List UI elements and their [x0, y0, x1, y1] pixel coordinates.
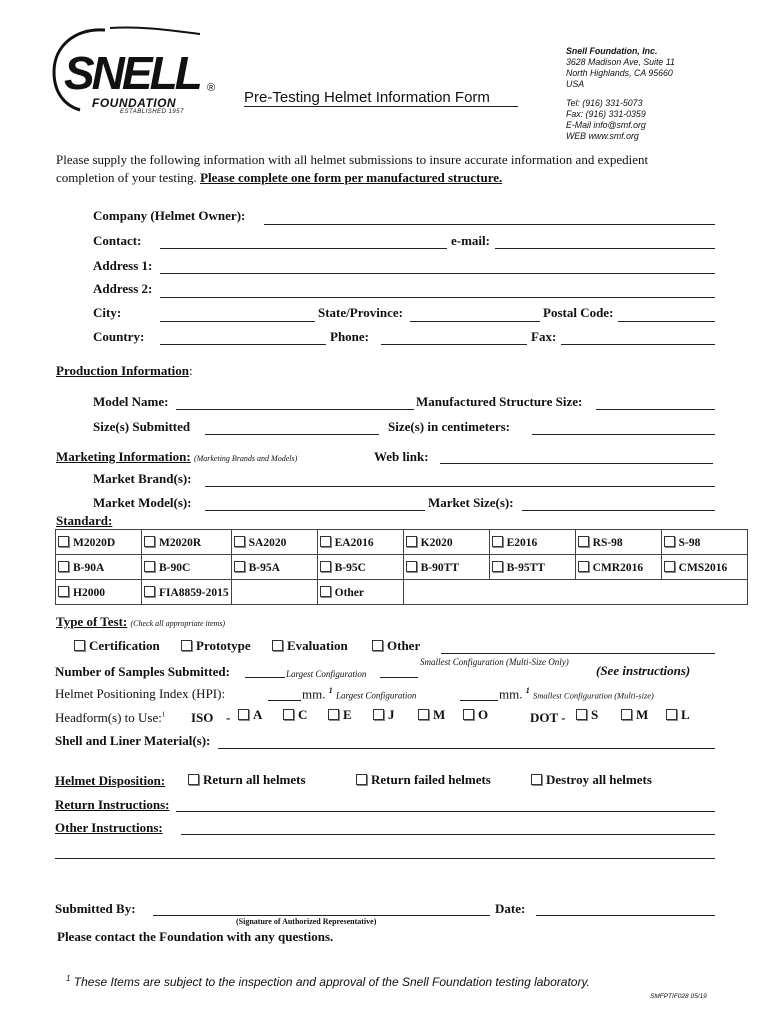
city-label: City:: [93, 305, 122, 320]
hpi-mm-unit: mm.: [302, 686, 326, 702]
other-instructions-input-2[interactable]: [55, 858, 715, 859]
dot-m[interactable]: M: [621, 707, 648, 723]
email: E-Mail info@smf.org: [566, 120, 646, 130]
std-other-fill[interactable]: [403, 580, 747, 605]
standard-table: [55, 529, 748, 605]
headform-text: Headform(s) to Use:: [55, 710, 162, 725]
iso-o[interactable]: O: [463, 707, 488, 723]
fax: Fax: (916) 331-0359: [566, 109, 646, 119]
market-model-input[interactable]: [205, 510, 425, 511]
checkbox-icon[interactable]: [144, 586, 155, 597]
company-label: Company (Helmet Owner):: [93, 208, 246, 223]
disp-destroy[interactable]: Destroy all helmets: [531, 772, 652, 788]
logo-name: SNELL: [64, 47, 200, 99]
iso-m[interactable]: M: [418, 707, 445, 723]
hpi-smallest-caption: Smallest Configuration (Multi-size): [532, 690, 654, 701]
checkbox-icon[interactable]: [578, 536, 589, 547]
city-line: North Highlands, CA 95660: [566, 68, 673, 78]
standard-row: [56, 580, 748, 605]
footnote-sup: 1: [66, 974, 71, 983]
disp-return-failed[interactable]: Return failed helmets: [356, 772, 491, 788]
std-m2020r[interactable]: M2020R: [142, 530, 232, 555]
checkbox-icon[interactable]: [320, 586, 331, 597]
checkbox-icon[interactable]: [373, 709, 384, 720]
address2-label: Address 2:: [93, 281, 153, 296]
std-empty: [231, 580, 317, 605]
checkbox-icon[interactable]: [320, 536, 331, 547]
address1-input[interactable]: [160, 273, 715, 274]
checkbox-icon[interactable]: [58, 536, 69, 547]
company-input[interactable]: [264, 224, 715, 225]
hpi-smallest-input[interactable]: [460, 700, 498, 701]
checkbox-icon[interactable]: [272, 640, 283, 651]
checkbox-icon[interactable]: [492, 561, 503, 572]
country-label: Country:: [93, 329, 145, 344]
std-b95tt[interactable]: B-95TT: [489, 555, 575, 580]
city-input[interactable]: [160, 321, 315, 322]
checkbox-icon[interactable]: [58, 561, 69, 572]
checkbox-icon[interactable]: [576, 709, 587, 720]
checkbox-icon[interactable]: [621, 709, 632, 720]
address1-label: Address 1:: [93, 258, 153, 273]
checkbox-icon[interactable]: [234, 536, 245, 547]
market-model-label: Market Model(s):: [93, 495, 192, 510]
checkbox-icon[interactable]: [181, 640, 192, 651]
std-s98[interactable]: S-98: [661, 530, 747, 555]
samples-smallest-caption: Smallest Configuration (Multi-Size Only): [420, 657, 569, 667]
model-name-label: Model Name:: [93, 394, 169, 409]
fax-input[interactable]: [561, 344, 715, 345]
logo-registered: ®: [207, 82, 216, 94]
checkbox-icon[interactable]: [320, 561, 331, 572]
email-input[interactable]: [495, 248, 715, 249]
hpi-smallest-sup: 1: [525, 686, 530, 695]
date-input[interactable]: [536, 915, 715, 916]
hpi-label: Helmet Positioning Index (HPI):: [55, 686, 226, 701]
test-heading: [56, 614, 225, 630]
country-input[interactable]: [160, 344, 326, 345]
web: WEB www.smf.org: [566, 131, 639, 141]
std-b95c[interactable]: B-95C: [317, 555, 403, 580]
iso-dash: -: [226, 710, 231, 725]
std-b90tt[interactable]: B-90TT: [403, 555, 489, 580]
samples-largest-caption: Largest Configuration: [286, 669, 367, 679]
snell-logo: [50, 24, 225, 116]
sizes-input[interactable]: [205, 434, 379, 435]
checkbox-icon[interactable]: [406, 536, 417, 547]
sizes-cm-input[interactable]: [532, 434, 715, 435]
checkbox-icon[interactable]: [356, 774, 367, 785]
country-line: USA: [566, 79, 585, 89]
iso-j[interactable]: J: [373, 707, 395, 723]
dot-s[interactable]: S: [576, 707, 598, 723]
hpi-largest: [302, 686, 416, 702]
headform-sup: 1: [161, 710, 166, 719]
samples-label: Number of Samples Submitted:: [55, 664, 230, 679]
test-other-input[interactable]: [441, 653, 715, 654]
see-instructions: (See instructions): [596, 663, 691, 678]
phone-input[interactable]: [381, 344, 527, 345]
hpi-smallest-mm-unit: mm.: [499, 686, 523, 702]
iso-e[interactable]: E: [328, 707, 352, 723]
checkbox-icon[interactable]: [664, 561, 675, 572]
samples-largest-input[interactable]: [245, 677, 285, 678]
standard-row: [56, 555, 748, 580]
form-title: Pre-Testing Helmet Information Form: [244, 89, 490, 106]
test-note: (Check all appropriate items): [130, 619, 226, 628]
checkbox-icon[interactable]: [238, 709, 249, 720]
marketing-note: (Marketing Brands and Models): [193, 454, 298, 463]
signature-caption: (Signature of Authorized Representative): [236, 917, 377, 926]
shell-input[interactable]: [218, 748, 715, 749]
std-k2020[interactable]: K2020: [403, 530, 489, 555]
standard-heading: Standard:: [56, 513, 113, 528]
marketing-heading-text: Marketing Information:: [56, 449, 191, 464]
dot-label: DOT -: [530, 710, 566, 725]
checkbox-icon[interactable]: [234, 561, 245, 572]
std-other[interactable]: Other: [317, 580, 403, 605]
postal-label: Postal Code:: [543, 305, 614, 320]
standard-row: [56, 530, 748, 555]
footnote-text: These Items are subject to the inspection and approval of the Snell Foundation testing laboratory.: [73, 975, 590, 989]
std-cmr2016[interactable]: CMR2016: [575, 555, 661, 580]
std-rs98[interactable]: RS-98: [575, 530, 661, 555]
hpi-sup: 1: [328, 686, 333, 695]
std-e2016[interactable]: E2016: [489, 530, 575, 555]
iso-label: ISO: [191, 710, 214, 725]
org-name: Snell Foundation, Inc.: [566, 46, 658, 56]
return-instructions-input[interactable]: [176, 811, 715, 812]
checkbox-icon[interactable]: [664, 536, 675, 547]
headform-label: [55, 710, 165, 726]
state-label: State/Province:: [318, 305, 403, 320]
std-b90a[interactable]: B-90A: [56, 555, 142, 580]
mfg-size-input[interactable]: [596, 409, 715, 410]
production-heading: [56, 363, 193, 379]
checkbox-icon[interactable]: [406, 561, 417, 572]
logo-foundation: FOUNDATION: [92, 96, 177, 110]
checkbox-icon[interactable]: [283, 709, 294, 720]
test-option-certification[interactable]: Certification: [74, 638, 160, 654]
email-label: e-mail:: [451, 233, 490, 248]
test-option-other[interactable]: Other: [372, 638, 420, 654]
std-fia8859[interactable]: FIA8859-2015: [142, 580, 232, 605]
iso-c[interactable]: C: [283, 707, 307, 723]
std-b95a[interactable]: B-95A: [231, 555, 317, 580]
checkbox-icon[interactable]: [418, 709, 429, 720]
dot-l[interactable]: L: [666, 707, 690, 723]
other-instructions-label: Other Instructions:: [55, 820, 163, 835]
contact-note: Please contact the Foundation with any questions.: [57, 929, 334, 944]
signature-input[interactable]: [153, 915, 490, 916]
intro-emphasis: Please complete one form per manufactured structure.: [200, 170, 503, 185]
street: 3628 Madison Ave, Suite 11: [566, 57, 675, 67]
hpi-largest-caption: Largest Configuration: [335, 690, 417, 701]
std-cms2016[interactable]: CMS2016: [661, 555, 747, 580]
test-heading-text: Type of Test:: [56, 614, 128, 629]
brand-input[interactable]: [205, 486, 715, 487]
address2-input[interactable]: [160, 297, 715, 298]
logo-established: ESTABLISHED 1957: [120, 109, 184, 115]
marketing-heading: [56, 449, 297, 465]
other-instructions-input[interactable]: [181, 834, 715, 835]
samples-smallest-input[interactable]: [380, 677, 418, 678]
footnote: [66, 974, 590, 989]
shell-label: Shell and Liner Material(s):: [55, 733, 211, 748]
intro-paragraph: [56, 151, 706, 187]
checkbox-icon[interactable]: [463, 709, 474, 720]
checkbox-icon[interactable]: [328, 709, 339, 720]
state-input[interactable]: [410, 321, 540, 322]
contact-label: Contact:: [93, 233, 142, 248]
date-label: Date:: [495, 901, 526, 916]
sizes-label: Size(s) Submitted: [93, 419, 191, 434]
tel: Tel: (916) 331-5073: [566, 98, 643, 108]
std-ea2016[interactable]: EA2016: [317, 530, 403, 555]
contact-input[interactable]: [160, 248, 447, 249]
checkbox-icon[interactable]: [372, 640, 383, 651]
disposition-heading: Helmet Disposition:: [55, 773, 166, 788]
checkbox-icon[interactable]: [531, 774, 542, 785]
model-name-input[interactable]: [176, 409, 414, 410]
checkbox-icon[interactable]: [188, 774, 199, 785]
checkbox-icon[interactable]: [74, 640, 85, 651]
test-option-prototype[interactable]: Prototype: [181, 638, 251, 654]
address-block: [566, 46, 675, 142]
mfg-size-label: Manufactured Structure Size:: [416, 394, 583, 409]
std-m2020d[interactable]: M2020D: [56, 530, 142, 555]
std-h2000[interactable]: H2000: [56, 580, 142, 605]
hpi-smallest: [499, 686, 654, 702]
production-heading-text: Production Information: [56, 363, 190, 378]
std-sa2020[interactable]: SA2020: [231, 530, 317, 555]
postal-input[interactable]: [618, 321, 715, 322]
fax-label: Fax:: [531, 329, 557, 344]
checkbox-icon[interactable]: [144, 561, 155, 572]
intro-text: Please supply the following information with all helmet submissions to insure accurate information and expedient completion of your testing.: [56, 152, 649, 185]
test-option-evaluation[interactable]: Evaluation: [272, 638, 348, 654]
form-code: SMFPTIF028 05/19: [650, 993, 707, 1000]
checkbox-icon[interactable]: [666, 709, 677, 720]
market-size-label: Market Size(s):: [428, 495, 514, 510]
iso-a[interactable]: A: [238, 707, 262, 723]
production-colon: :: [189, 363, 193, 378]
checkbox-icon[interactable]: [492, 536, 503, 547]
market-size-input[interactable]: [522, 510, 715, 511]
disp-return-all[interactable]: Return all helmets: [188, 772, 306, 788]
sizes-cm-label: Size(s) in centimeters:: [388, 419, 511, 434]
hpi-largest-input[interactable]: [268, 700, 301, 701]
submitted-by-label: Submitted By:: [55, 901, 136, 916]
web-link-label: Web link:: [374, 449, 429, 464]
std-b90c[interactable]: B-90C: [142, 555, 232, 580]
checkbox-icon[interactable]: [144, 536, 155, 547]
brand-label: Market Brand(s):: [93, 471, 192, 486]
return-instructions-label: Return Instructions:: [55, 797, 170, 812]
web-link-input[interactable]: [440, 463, 713, 464]
checkbox-icon[interactable]: [578, 561, 589, 572]
checkbox-icon[interactable]: [58, 586, 69, 597]
phone-label: Phone:: [330, 329, 369, 344]
